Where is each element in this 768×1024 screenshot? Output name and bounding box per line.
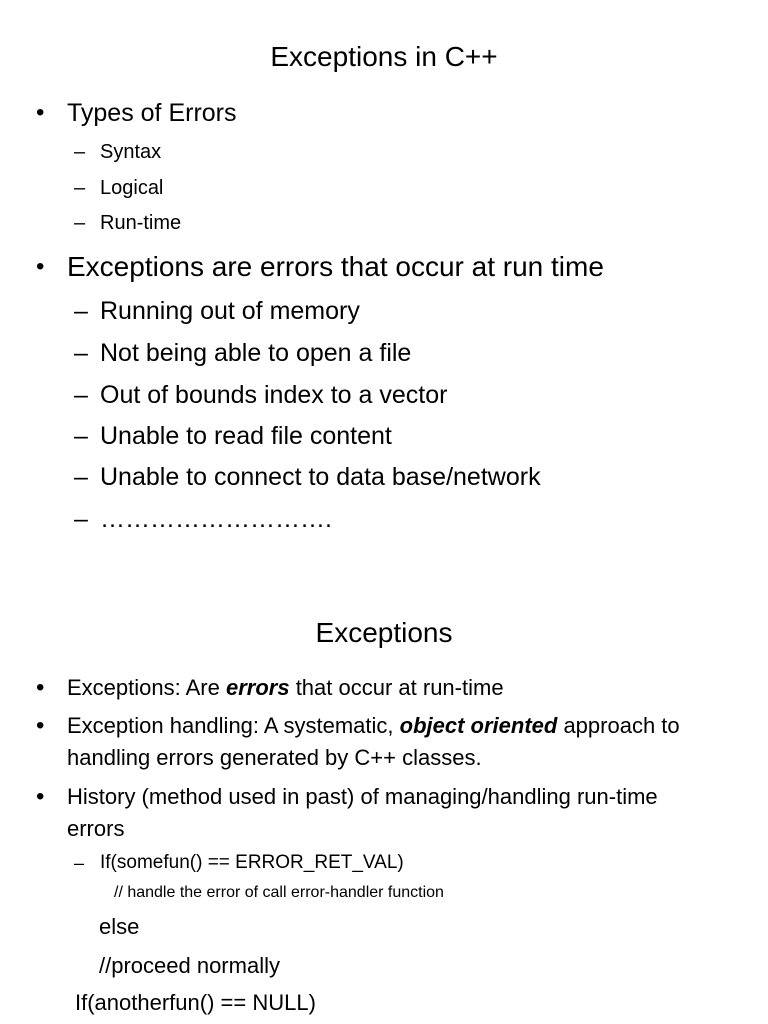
list-item: Out of bounds index to a vector [100, 381, 448, 409]
dash-icon: – [74, 339, 88, 367]
runtime-heading: Exceptions are errors that occur at run time [67, 251, 604, 282]
text-segment: Exceptions: Are [67, 675, 226, 700]
slide2-title: Exceptions [315, 617, 453, 648]
text-segment: that occur at run-time [289, 675, 504, 700]
types-heading: Types of Errors [67, 99, 237, 127]
dash-icon: – [74, 141, 86, 163]
code-comment-line: // handle the error of call error-handler function [114, 884, 444, 901]
list-item-ellipsis: ………………………. [100, 505, 332, 533]
list-item: Unable to connect to data base/network [100, 463, 541, 491]
list-item: Not being able to open a file [100, 339, 412, 367]
code-else-line: else [99, 914, 140, 939]
text-segment: approach to handling errors generated by C++ classes. [67, 713, 680, 770]
dash-icon: – [74, 853, 85, 873]
emphasis-object-oriented: object oriented [399, 713, 558, 738]
dash-icon: – [74, 463, 88, 491]
text-segment: Exception handling: A systematic, [67, 713, 400, 738]
code-if-line: If(somefun() == ERROR_RET_VAL) [100, 852, 404, 873]
dash-icon: – [74, 381, 88, 409]
bullet-icon: • [36, 674, 45, 701]
list-item-runtime: Run-time [100, 212, 182, 234]
dash-icon: – [74, 177, 86, 199]
bullet-exception-handling [67, 710, 739, 774]
list-item-syntax: Syntax [100, 141, 162, 163]
bullet-icon: • [36, 712, 45, 739]
list-item-logical: Logical [100, 177, 164, 199]
list-item: Running out of memory [100, 297, 360, 325]
dash-icon: – [74, 422, 88, 450]
bullet-history: History (method used in past) of managing/handling run-time errors [67, 784, 658, 841]
dash-icon: – [74, 297, 88, 325]
bullet-icon: • [36, 99, 45, 126]
dash-icon: – [74, 212, 86, 234]
dash-icon: – [74, 505, 88, 533]
bullet-icon: • [36, 783, 45, 810]
code-proceed-line: //proceed normally [99, 953, 280, 978]
emphasis-errors: errors [225, 675, 290, 700]
code-if2-line: If(anotherfun() == NULL) [75, 990, 316, 1015]
list-item: Unable to read file content [100, 422, 392, 450]
bullet-exceptions [67, 674, 504, 702]
slide1-title: Exceptions in C++ [270, 41, 498, 72]
bullet-icon: • [36, 253, 45, 280]
